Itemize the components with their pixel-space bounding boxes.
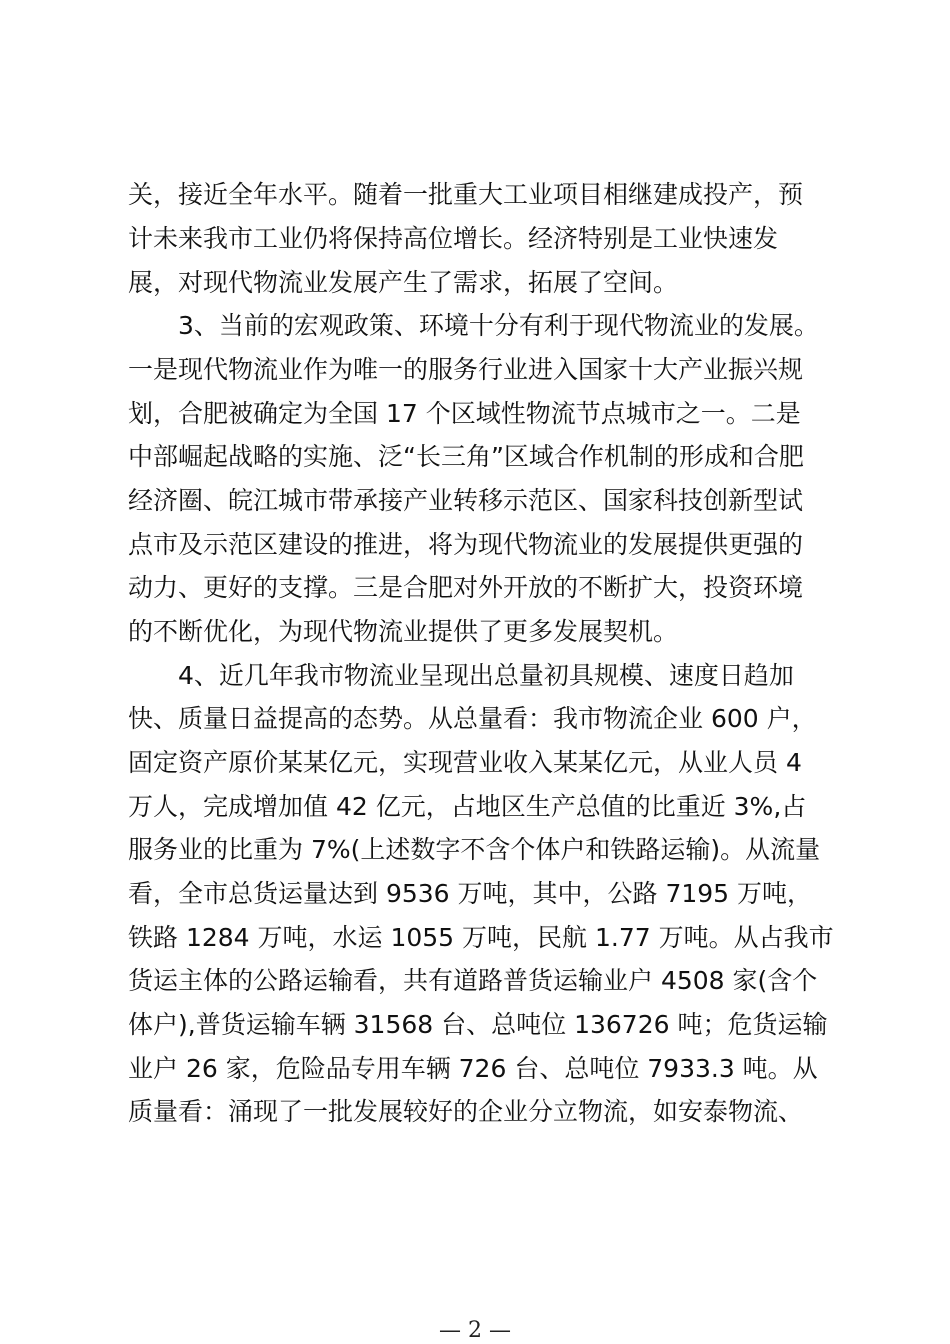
paragraph-4-first-line: 4、近几年我市物流业呈现出总量初具规模、速度日趋加 xyxy=(178,661,794,690)
text-line-19: 货运主体的公路运输看，共有道路普货运输业户 4508 家(含个 xyxy=(128,966,818,995)
text-line-5: 一是现代物流业作为唯一的服务行业进入国家十大产业振兴规 xyxy=(128,355,804,384)
page-number: — 2 — xyxy=(439,1318,511,1343)
text-line-14: 固定资产原价某某亿元，实现营业收入某某亿元，从业人员 4 xyxy=(128,748,802,777)
text-line-7: 中部崛起战略的实施、泛“长三角”区域合作机制的形成和合肥 xyxy=(128,442,804,471)
text-line-1: 关，接近全年水平。随着一批重大工业项目相继建成投产，预 xyxy=(128,180,804,209)
text-line-16: 服务业的比重为 7%(上述数字不含个体户和铁路运输)。从流量 xyxy=(128,835,821,864)
text-line-20: 体户),普货运输车辆 31568 台、总吨位 136726 吨；危货运输 xyxy=(128,1010,828,1039)
text-line-8: 经济圈、皖江城市带承接产业转移示范区、国家科技创新型试 xyxy=(128,486,804,515)
paragraph-3-first-line: 3、当前的宏观政策、环境十分有利于现代物流业的发展。 xyxy=(178,311,819,340)
text-line-17: 看，全市总货运量达到 9536 万吨，其中，公路 7195 万吨， xyxy=(128,879,813,908)
text-line-11: 的不断优化，为现代物流业提供了更多发展契机。 xyxy=(128,617,679,646)
text-line-9: 点市及示范区建设的推进，将为现代物流业的发展提供更强的 xyxy=(128,530,804,559)
text-line-13: 快、质量日益提高的态势。从总量看：我市物流企业 600 户， xyxy=(128,704,817,733)
text-line-21: 业户 26 家，危险品专用车辆 726 台、总吨位 7933.3 吨。从 xyxy=(128,1054,818,1083)
text-line-3: 展，对现代物流业发展产生了需求，拓展了空间。 xyxy=(128,268,679,297)
text-line-22: 质量看：涌现了一批发展较好的企业分立物流，如安泰物流、 xyxy=(128,1097,804,1126)
text-line-10: 动力、更好的支撑。三是合肥对外开放的不断扩大，投资环境 xyxy=(128,573,804,602)
text-line-2: 计未来我市工业仍将保持高位增长。经济特别是工业快速发 xyxy=(128,224,779,253)
text-line-6: 划，合肥被确定为全国 17 个区域性物流节点城市之一。二是 xyxy=(128,399,801,428)
text-line-18: 铁路 1284 万吨，水运 1055 万吨，民航 1.77 万吨。从占我市 xyxy=(128,923,834,952)
text-line-15: 万人，完成增加值 42 亿元，占地区生产总值的比重近 3%,占 xyxy=(128,792,807,821)
